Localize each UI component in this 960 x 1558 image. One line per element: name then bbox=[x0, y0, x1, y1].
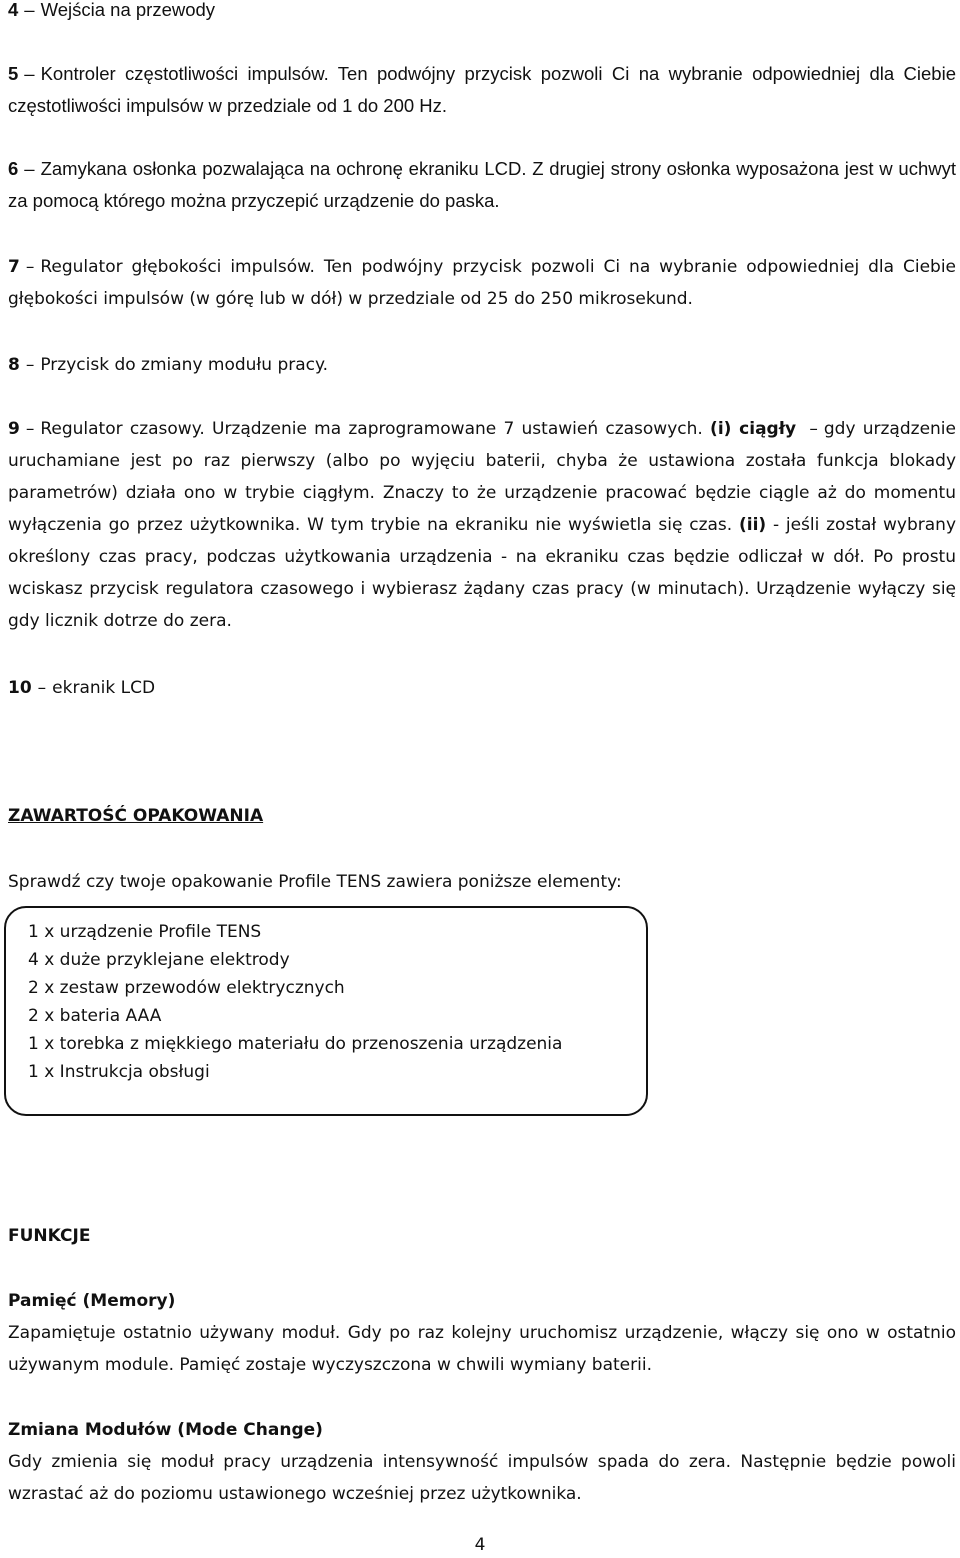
item-text: gdy urządzenie uruchamiane jest po raz pierwszy (albo po wyjęciu baterii, chyba że ustawiona została funkcja blokady parametrów) działa ono w trybie ciągłym. Znaczy to że urządzenie pracować będzie ciągle aż do momentu wyłączenia go przez użytkownika. W tym trybie na ekraniku nie wyświetla się czas. bbox=[8, 419, 956, 535]
item-dash: – bbox=[809, 419, 818, 439]
item-number: 5 bbox=[8, 63, 19, 84]
page-number: 4 bbox=[474, 1535, 486, 1555]
item-number: 8 bbox=[8, 355, 20, 375]
item-number: 10 bbox=[8, 678, 32, 698]
mode-label-continuous: (i) ciągły bbox=[710, 419, 797, 439]
item-text: Wejścia na przewody bbox=[40, 0, 216, 20]
item-text: Przycisk do zmiany modułu pracy. bbox=[40, 355, 329, 375]
package-intro: Sprawdź czy twoje opakowanie Profile TENS zawiera poniższe elementy: bbox=[8, 872, 622, 892]
mode-change-title bbox=[8, 1414, 956, 1446]
list-item: 1 x urządzenie Profile TENS bbox=[28, 922, 262, 942]
item-number: 4 bbox=[8, 0, 19, 20]
item-5 bbox=[8, 58, 956, 122]
item-dash: – bbox=[25, 355, 35, 375]
list-item: 2 x zestaw przewodów elektrycznych bbox=[28, 978, 345, 998]
item-6 bbox=[8, 153, 956, 217]
list-item: 4 x duże przyklejane elektrody bbox=[28, 950, 290, 970]
item-9 bbox=[8, 413, 956, 637]
item-dash: – bbox=[25, 257, 35, 277]
item-number: 7 bbox=[8, 257, 20, 277]
functions-heading bbox=[8, 1220, 956, 1252]
item-10 bbox=[8, 672, 956, 704]
item-dash: – bbox=[25, 419, 35, 439]
list-item: 2 x bateria AAA bbox=[28, 1006, 162, 1026]
item-8 bbox=[8, 349, 956, 381]
list-item: 1 x torebka z miękkiego materiału do przenoszenia urządzenia bbox=[28, 1034, 563, 1054]
item-text: - jeśli został wybrany określony czas pracy, podczas użytkowania urządzenia - na ekraniku czas będzie odliczał w dół. Po prostu wciskasz przycisk regulatora czasowego i wybierasz żądany czas pracy (w minutach). Urządzenie wyłączy się gdy licznik dotrze do zera. bbox=[8, 515, 957, 631]
item-7 bbox=[8, 251, 956, 315]
item-dash: – bbox=[37, 678, 47, 698]
mode-label-timed: (ii) bbox=[738, 515, 767, 535]
list-item: 1 x Instrukcja obsługi bbox=[28, 1062, 210, 1082]
subsection-title: Pamięć (Memory) bbox=[8, 1291, 176, 1311]
package-contents-list bbox=[28, 918, 562, 1086]
memory-title bbox=[8, 1285, 956, 1317]
item-number: 6 bbox=[8, 158, 19, 179]
item-text: Kontroler częstotliwości impulsów. Ten podwójny przycisk pozwoli Ci na wybranie odpowiedniej dla Ciebie częstotliwości impulsów w przedziale od 1 do 200 Hz. bbox=[8, 63, 956, 116]
item-text: Regulator czasowy. Urządzenie ma zaprogramowane 7 ustawień czasowych. bbox=[40, 419, 703, 439]
item-dash: – bbox=[24, 158, 35, 179]
item-dash: – bbox=[24, 63, 35, 84]
package-heading bbox=[8, 800, 956, 832]
item-4 bbox=[8, 0, 956, 26]
item-dash: – bbox=[24, 0, 35, 20]
memory-text: Zapamiętuje ostatnio używany moduł. Gdy po raz kolejny uruchomisz urządzenie, włączy się ono w ostatnio używanym module. Pamięć zostaje wyczyszczona w chwili wymiany baterii. bbox=[8, 1323, 956, 1375]
section-heading: ZAWARTOŚĆ OPAKOWANIA bbox=[8, 806, 264, 826]
section-heading: FUNKCJE bbox=[8, 1226, 91, 1246]
item-text: Zamykana osłonka pozwalająca na ochronę ekraniku LCD. Z drugiej strony osłonka wyposażona jest w uchwyt za pomocą którego można przyczepić urządzenie do paska. bbox=[8, 158, 956, 211]
item-number: 9 bbox=[8, 419, 20, 439]
subsection-title: Zmiana Modułów (Mode Change) bbox=[8, 1420, 323, 1440]
item-text: ekranik LCD bbox=[52, 678, 156, 698]
mode-change-text: Gdy zmienia się moduł pracy urządzenia intensywność impulsów spada do zera. Następnie będzie powoli wzrastać aż do poziomu ustawionego wcześniej przez użytkownika. bbox=[8, 1452, 956, 1504]
item-text: Regulator głębokości impulsów. Ten podwójny przycisk pozwoli Ci na wybranie odpowiedniej dla Ciebie głębokości impulsów (w górę lub w dół) w przedziale od 25 do 250 mikrosekund. bbox=[8, 257, 956, 309]
